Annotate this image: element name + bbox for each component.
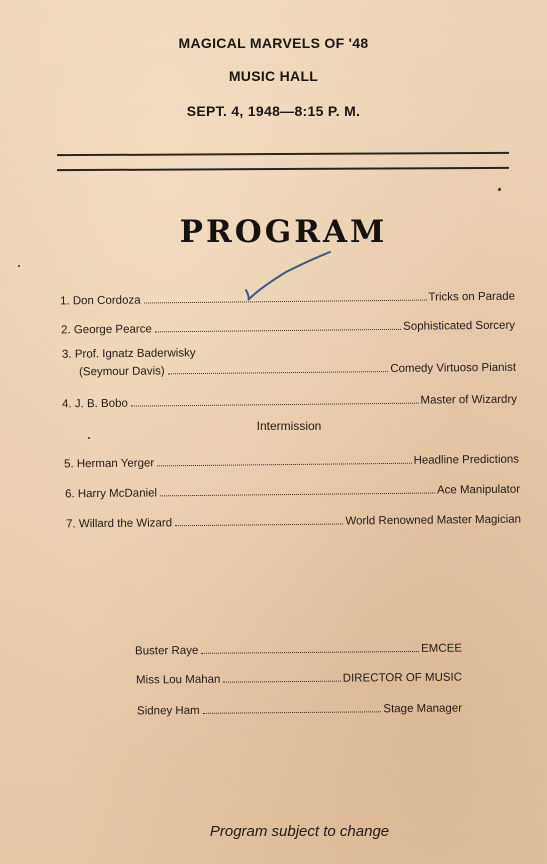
- program-entry-4: [62, 388, 517, 411]
- staff-role: Stage Manager: [383, 702, 463, 716]
- intermission-label: Intermission: [256, 419, 322, 433]
- paper-speck: [88, 437, 90, 439]
- dot-leader: [168, 371, 389, 374]
- staff-name: Miss Lou Mahan: [135, 673, 221, 687]
- staff-name: Sidney Ham: [136, 704, 200, 718]
- dot-leader: [157, 463, 411, 467]
- dot-leader: [201, 651, 419, 654]
- dot-leader: [203, 711, 382, 714]
- performer-name: 4. J. B. Bobo: [61, 397, 128, 411]
- staff-role: DIRECTOR OF MUSIC: [342, 671, 463, 685]
- dot-leader: [160, 493, 435, 497]
- act-title: Headline Predictions: [413, 453, 520, 467]
- performer-name: 2. George Pearce: [60, 323, 152, 337]
- staff-entry-emcee: [135, 637, 462, 658]
- venue-name: MUSIC HALL: [228, 68, 319, 84]
- paper-speck: [498, 188, 501, 191]
- performer-name-line1: 3. Prof. Ignatz Baderwisky: [61, 347, 196, 361]
- performer-name: 5. Herman Yerger: [63, 457, 155, 471]
- header-rule-top: [57, 152, 509, 156]
- program-entry-2: [61, 314, 515, 337]
- handwritten-checkmark-icon: [238, 250, 338, 310]
- dot-leader: [175, 523, 343, 526]
- program-entry-3: [79, 356, 516, 379]
- dot-leader: [155, 329, 401, 333]
- staff-entry-music-director: [136, 666, 462, 687]
- header-rule-bottom: [57, 167, 509, 171]
- act-title: Tricks on Parade: [428, 290, 516, 304]
- footer-note: Program subject to change: [209, 823, 390, 840]
- act-title: Ace Manipulator: [436, 483, 521, 497]
- act-title: Comedy Virtuoso Pianist: [390, 361, 517, 376]
- dot-leader: [131, 403, 419, 407]
- program-entry-6: [65, 478, 520, 501]
- program-entry-5: [64, 448, 519, 471]
- event-title: MAGICAL MARVELS OF '48: [178, 35, 369, 51]
- program-entry-7: [66, 508, 521, 531]
- act-title: Master of Wizardry: [420, 393, 518, 407]
- staff-name: Buster Raye: [134, 644, 199, 658]
- dot-leader: [223, 681, 340, 683]
- event-date-time: SEPT. 4, 1948—8:15 P. M.: [186, 103, 361, 119]
- act-title: World Renowned Master Magician: [345, 513, 522, 528]
- staff-entry-stage-manager: [137, 697, 462, 718]
- program-heading: PROGRAM: [179, 214, 388, 250]
- performer-name: 7. Willard the Wizard: [65, 517, 173, 531]
- paper-speck: [18, 265, 20, 267]
- performer-name: 6. Harry McDaniel: [64, 487, 158, 501]
- performer-name: 1. Don Cordoza: [59, 294, 141, 308]
- performer-alias: (Seymour Davis): [78, 365, 165, 379]
- staff-role: EMCEE: [421, 642, 463, 655]
- act-title: Sophisticated Sorcery: [403, 319, 516, 333]
